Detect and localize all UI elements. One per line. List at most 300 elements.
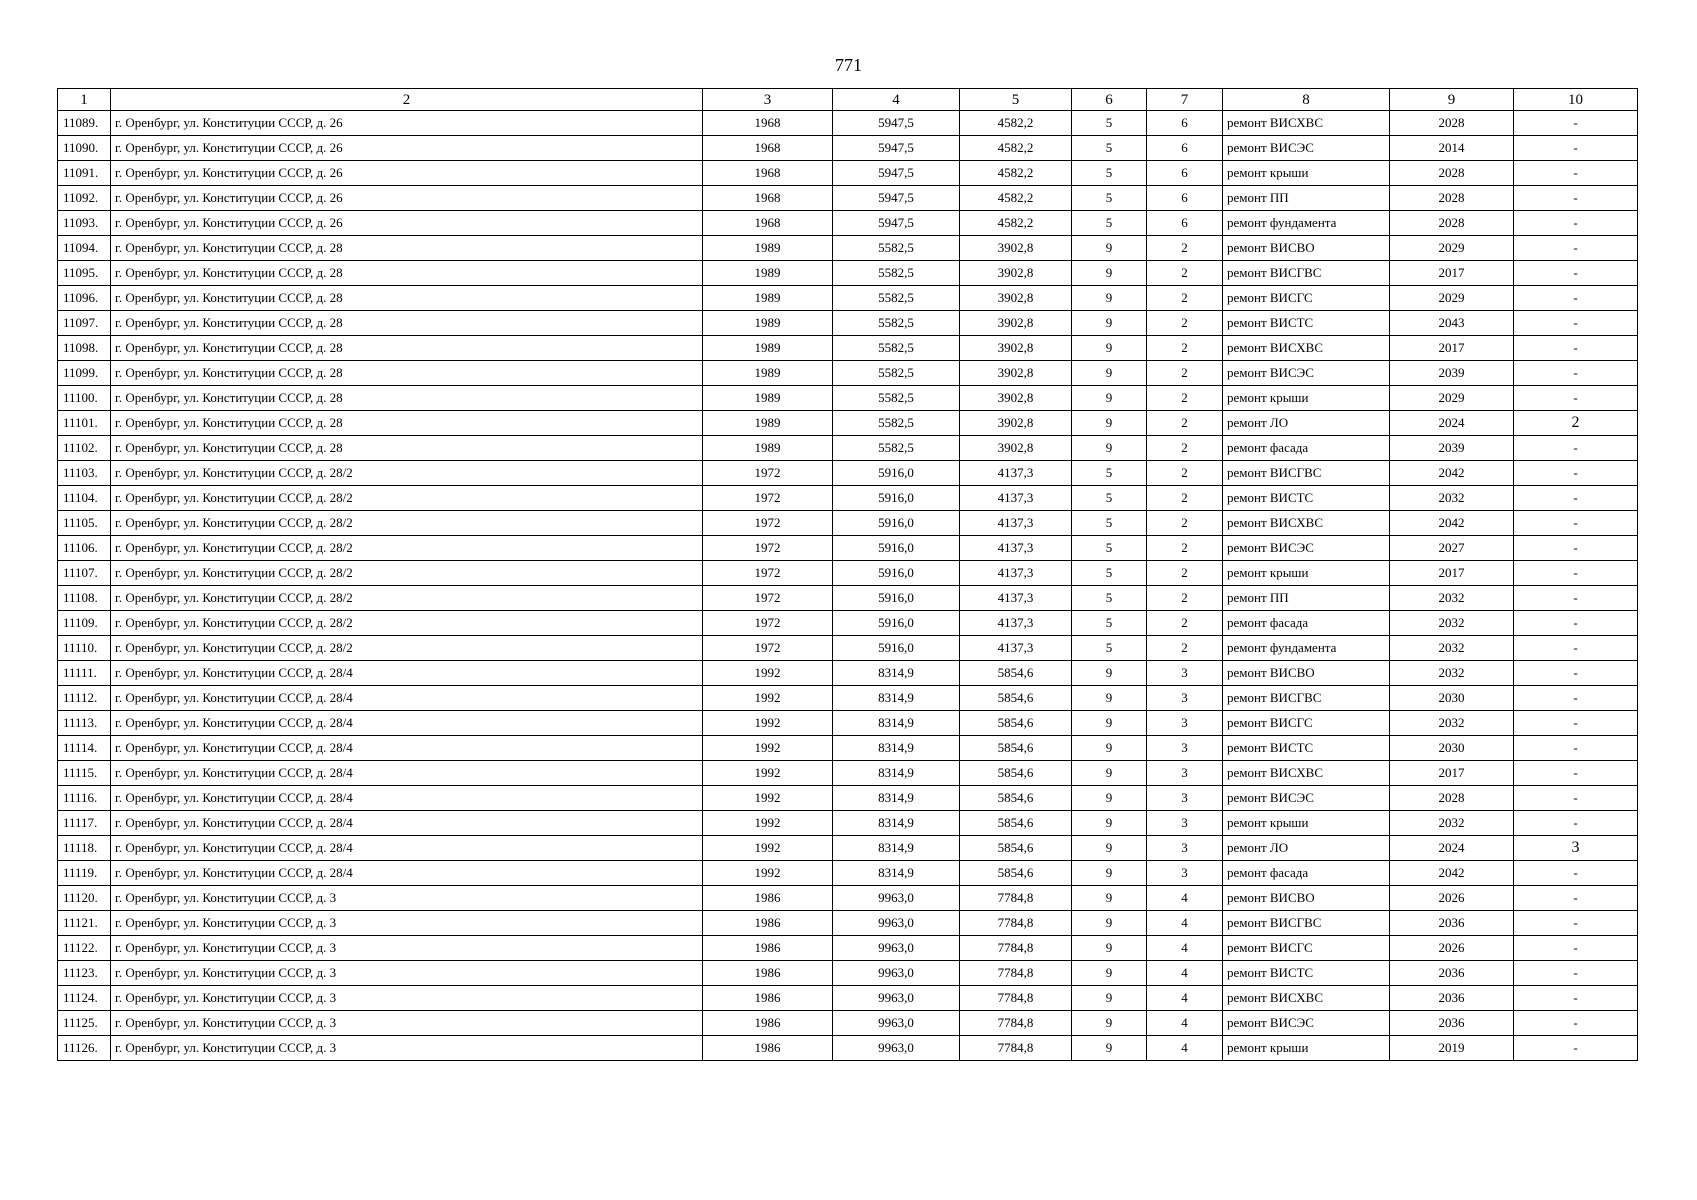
row-number: 11109. — [58, 611, 111, 636]
living-area: 4137,3 — [960, 486, 1072, 511]
column-header-6: 6 — [1072, 89, 1147, 111]
table-row — [58, 786, 1638, 811]
col10-value: - — [1514, 936, 1638, 961]
floors: 5 — [1072, 211, 1147, 236]
column-header-7: 7 — [1147, 89, 1223, 111]
year-built: 1968 — [703, 211, 833, 236]
col10-value: - — [1514, 686, 1638, 711]
total-area: 5947,5 — [833, 186, 960, 211]
total-area: 5947,5 — [833, 136, 960, 161]
year-built: 1972 — [703, 611, 833, 636]
row-number: 11113. — [58, 711, 111, 736]
total-area: 5582,5 — [833, 411, 960, 436]
floors: 9 — [1072, 386, 1147, 411]
year-built: 1989 — [703, 286, 833, 311]
table-row — [58, 936, 1638, 961]
total-area: 8314,9 — [833, 736, 960, 761]
planned-year: 2028 — [1390, 161, 1514, 186]
planned-year: 2032 — [1390, 636, 1514, 661]
work-type: ремонт фундамента — [1223, 211, 1390, 236]
address: г. Оренбург, ул. Конституции СССР, д. 28/2 — [111, 461, 703, 486]
row-number: 11108. — [58, 586, 111, 611]
floors: 5 — [1072, 636, 1147, 661]
floors: 9 — [1072, 811, 1147, 836]
living-area: 5854,6 — [960, 711, 1072, 736]
living-area: 3902,8 — [960, 261, 1072, 286]
table-row — [58, 711, 1638, 736]
address: г. Оренбург, ул. Конституции СССР, д. 3 — [111, 936, 703, 961]
table-row — [58, 236, 1638, 261]
address: г. Оренбург, ул. Конституции СССР, д. 26 — [111, 111, 703, 136]
work-type: ремонт ВИСЭС — [1223, 786, 1390, 811]
total-area: 9963,0 — [833, 1036, 960, 1061]
work-type: ремонт крыши — [1223, 1036, 1390, 1061]
total-area: 9963,0 — [833, 886, 960, 911]
year-built: 1968 — [703, 111, 833, 136]
entrances: 2 — [1147, 386, 1223, 411]
living-area: 3902,8 — [960, 311, 1072, 336]
total-area: 8314,9 — [833, 836, 960, 861]
row-number: 11126. — [58, 1036, 111, 1061]
floors: 5 — [1072, 536, 1147, 561]
total-area: 5582,5 — [833, 386, 960, 411]
row-number: 11111. — [58, 661, 111, 686]
total-area: 5582,5 — [833, 361, 960, 386]
living-area: 4137,3 — [960, 586, 1072, 611]
living-area: 7784,8 — [960, 961, 1072, 986]
col10-value: - — [1514, 886, 1638, 911]
table-row — [58, 836, 1638, 861]
total-area: 5582,5 — [833, 336, 960, 361]
work-type: ремонт крыши — [1223, 386, 1390, 411]
address: г. Оренбург, ул. Конституции СССР, д. 28 — [111, 311, 703, 336]
living-area: 4137,3 — [960, 511, 1072, 536]
floors: 9 — [1072, 686, 1147, 711]
planned-year: 2030 — [1390, 736, 1514, 761]
total-area: 5582,5 — [833, 286, 960, 311]
year-built: 1972 — [703, 536, 833, 561]
address: г. Оренбург, ул. Конституции СССР, д. 28/4 — [111, 661, 703, 686]
entrances: 6 — [1147, 111, 1223, 136]
table-header — [58, 89, 1638, 111]
total-area: 8314,9 — [833, 811, 960, 836]
year-built: 1989 — [703, 236, 833, 261]
planned-year: 2014 — [1390, 136, 1514, 161]
living-area: 4137,3 — [960, 561, 1072, 586]
column-header-4: 4 — [833, 89, 960, 111]
work-type: ремонт ВИСЭС — [1223, 361, 1390, 386]
row-number: 11125. — [58, 1011, 111, 1036]
address: г. Оренбург, ул. Конституции СССР, д. 28/2 — [111, 611, 703, 636]
entrances: 3 — [1147, 836, 1223, 861]
entrances: 2 — [1147, 361, 1223, 386]
entrances: 2 — [1147, 611, 1223, 636]
table-row — [58, 586, 1638, 611]
table-row — [58, 986, 1638, 1011]
entrances: 3 — [1147, 661, 1223, 686]
col10-value: - — [1514, 911, 1638, 936]
col10-value: - — [1514, 136, 1638, 161]
address: г. Оренбург, ул. Конституции СССР, д. 28/4 — [111, 686, 703, 711]
planned-year: 2042 — [1390, 861, 1514, 886]
floors: 9 — [1072, 986, 1147, 1011]
row-number: 11098. — [58, 336, 111, 361]
row-number: 11097. — [58, 311, 111, 336]
planned-year: 2032 — [1390, 711, 1514, 736]
planned-year: 2032 — [1390, 486, 1514, 511]
floors: 9 — [1072, 286, 1147, 311]
table-row — [58, 511, 1638, 536]
year-built: 1972 — [703, 511, 833, 536]
total-area: 9963,0 — [833, 936, 960, 961]
work-type: ремонт крыши — [1223, 161, 1390, 186]
floors: 9 — [1072, 236, 1147, 261]
work-type: ремонт ВИСГС — [1223, 711, 1390, 736]
entrances: 4 — [1147, 936, 1223, 961]
table-row — [58, 736, 1638, 761]
floors: 9 — [1072, 936, 1147, 961]
year-built: 1986 — [703, 1036, 833, 1061]
year-built: 1992 — [703, 836, 833, 861]
row-number: 11112. — [58, 686, 111, 711]
living-area: 4582,2 — [960, 136, 1072, 161]
living-area: 7784,8 — [960, 1036, 1072, 1061]
entrances: 2 — [1147, 461, 1223, 486]
row-number: 11105. — [58, 511, 111, 536]
year-built: 1972 — [703, 586, 833, 611]
work-type: ремонт ВИСТС — [1223, 486, 1390, 511]
living-area: 5854,6 — [960, 811, 1072, 836]
row-number: 11123. — [58, 961, 111, 986]
planned-year: 2028 — [1390, 211, 1514, 236]
planned-year: 2028 — [1390, 111, 1514, 136]
address: г. Оренбург, ул. Конституции СССР, д. 28 — [111, 436, 703, 461]
address: г. Оренбург, ул. Конституции СССР, д. 28/4 — [111, 786, 703, 811]
col10-value: - — [1514, 786, 1638, 811]
col10-value: - — [1514, 761, 1638, 786]
living-area: 3902,8 — [960, 286, 1072, 311]
planned-year: 2027 — [1390, 536, 1514, 561]
total-area: 5916,0 — [833, 536, 960, 561]
year-built: 1989 — [703, 361, 833, 386]
year-built: 1968 — [703, 136, 833, 161]
work-type: ремонт ЛО — [1223, 836, 1390, 861]
entrances: 3 — [1147, 861, 1223, 886]
col10-value: - — [1514, 111, 1638, 136]
address: г. Оренбург, ул. Конституции СССР, д. 28/4 — [111, 711, 703, 736]
year-built: 1989 — [703, 336, 833, 361]
work-type: ремонт ВИСВО — [1223, 661, 1390, 686]
year-built: 1992 — [703, 736, 833, 761]
work-type: ремонт крыши — [1223, 811, 1390, 836]
table-row — [58, 161, 1638, 186]
address: г. Оренбург, ул. Конституции СССР, д. 26 — [111, 136, 703, 161]
table-row — [58, 311, 1638, 336]
header-row — [58, 89, 1638, 111]
col10-value: - — [1514, 1036, 1638, 1061]
entrances: 4 — [1147, 961, 1223, 986]
entrances: 2 — [1147, 311, 1223, 336]
table-row — [58, 636, 1638, 661]
planned-year: 2043 — [1390, 311, 1514, 336]
total-area: 5916,0 — [833, 611, 960, 636]
row-number: 11103. — [58, 461, 111, 486]
repair-schedule-table — [57, 88, 1638, 1061]
col10-value: - — [1514, 436, 1638, 461]
entrances: 3 — [1147, 811, 1223, 836]
planned-year: 2028 — [1390, 786, 1514, 811]
floors: 9 — [1072, 761, 1147, 786]
planned-year: 2032 — [1390, 611, 1514, 636]
floors: 5 — [1072, 136, 1147, 161]
work-type: ремонт ВИСЭС — [1223, 1011, 1390, 1036]
address: г. Оренбург, ул. Конституции СССР, д. 28/4 — [111, 836, 703, 861]
living-area: 4582,2 — [960, 211, 1072, 236]
total-area: 5947,5 — [833, 161, 960, 186]
col10-value: - — [1514, 711, 1638, 736]
entrances: 2 — [1147, 536, 1223, 561]
entrances: 6 — [1147, 186, 1223, 211]
living-area: 3902,8 — [960, 361, 1072, 386]
total-area: 9963,0 — [833, 1011, 960, 1036]
address: г. Оренбург, ул. Конституции СССР, д. 28 — [111, 261, 703, 286]
row-number: 11099. — [58, 361, 111, 386]
entrances: 2 — [1147, 436, 1223, 461]
living-area: 5854,6 — [960, 661, 1072, 686]
col10-value: - — [1514, 186, 1638, 211]
work-type: ремонт ВИСТС — [1223, 736, 1390, 761]
table-row — [58, 886, 1638, 911]
planned-year: 2042 — [1390, 511, 1514, 536]
year-built: 1989 — [703, 436, 833, 461]
address: г. Оренбург, ул. Конституции СССР, д. 3 — [111, 961, 703, 986]
table-row — [58, 561, 1638, 586]
floors: 5 — [1072, 611, 1147, 636]
address: г. Оренбург, ул. Конституции СССР, д. 28/4 — [111, 736, 703, 761]
table-row — [58, 911, 1638, 936]
year-built: 1972 — [703, 461, 833, 486]
living-area: 3902,8 — [960, 336, 1072, 361]
row-number: 11119. — [58, 861, 111, 886]
work-type: ремонт ВИСХВС — [1223, 111, 1390, 136]
entrances: 3 — [1147, 786, 1223, 811]
year-built: 1986 — [703, 986, 833, 1011]
row-number: 11118. — [58, 836, 111, 861]
total-area: 5916,0 — [833, 561, 960, 586]
row-number: 11100. — [58, 386, 111, 411]
living-area: 5854,6 — [960, 786, 1072, 811]
living-area: 4137,3 — [960, 611, 1072, 636]
year-built: 1972 — [703, 561, 833, 586]
planned-year: 2024 — [1390, 411, 1514, 436]
row-number: 11094. — [58, 236, 111, 261]
address: г. Оренбург, ул. Конституции СССР, д. 28 — [111, 236, 703, 261]
floors: 9 — [1072, 861, 1147, 886]
address: г. Оренбург, ул. Конституции СССР, д. 28 — [111, 411, 703, 436]
floors: 9 — [1072, 261, 1147, 286]
living-area: 7784,8 — [960, 1011, 1072, 1036]
work-type: ремонт ВИСВО — [1223, 886, 1390, 911]
total-area: 5916,0 — [833, 636, 960, 661]
total-area: 9963,0 — [833, 911, 960, 936]
table-row — [58, 211, 1638, 236]
table-row — [58, 461, 1638, 486]
column-header-5: 5 — [960, 89, 1072, 111]
col10-value: - — [1514, 811, 1638, 836]
year-built: 1986 — [703, 961, 833, 986]
table-row — [58, 436, 1638, 461]
row-number: 11107. — [58, 561, 111, 586]
floors: 5 — [1072, 111, 1147, 136]
total-area: 8314,9 — [833, 761, 960, 786]
work-type: ремонт фасада — [1223, 436, 1390, 461]
column-header-2: 2 — [111, 89, 703, 111]
entrances: 3 — [1147, 686, 1223, 711]
floors: 9 — [1072, 736, 1147, 761]
planned-year: 2026 — [1390, 886, 1514, 911]
address: г. Оренбург, ул. Конституции СССР, д. 28/4 — [111, 811, 703, 836]
year-built: 1972 — [703, 486, 833, 511]
floors: 9 — [1072, 836, 1147, 861]
address: г. Оренбург, ул. Конституции СССР, д. 28 — [111, 386, 703, 411]
living-area: 7784,8 — [960, 936, 1072, 961]
address: г. Оренбург, ул. Конституции СССР, д. 28/2 — [111, 636, 703, 661]
entrances: 4 — [1147, 986, 1223, 1011]
year-built: 1986 — [703, 886, 833, 911]
total-area: 9963,0 — [833, 961, 960, 986]
table-row — [58, 961, 1638, 986]
year-built: 1992 — [703, 811, 833, 836]
row-number: 11092. — [58, 186, 111, 211]
floors: 5 — [1072, 461, 1147, 486]
work-type: ремонт ВИСХВС — [1223, 511, 1390, 536]
planned-year: 2036 — [1390, 961, 1514, 986]
total-area: 8314,9 — [833, 661, 960, 686]
planned-year: 2019 — [1390, 1036, 1514, 1061]
address: г. Оренбург, ул. Конституции СССР, д. 28 — [111, 286, 703, 311]
row-number: 11106. — [58, 536, 111, 561]
col10-value: 3 — [1514, 836, 1638, 861]
address: г. Оренбург, ул. Конституции СССР, д. 28/4 — [111, 761, 703, 786]
work-type: ремонт ВИСГС — [1223, 286, 1390, 311]
table-row — [58, 486, 1638, 511]
col10-value: - — [1514, 386, 1638, 411]
total-area: 5947,5 — [833, 111, 960, 136]
table-row — [58, 186, 1638, 211]
planned-year: 2026 — [1390, 936, 1514, 961]
work-type: ремонт фасада — [1223, 611, 1390, 636]
floors: 9 — [1072, 661, 1147, 686]
col10-value: - — [1514, 636, 1638, 661]
work-type: ремонт ВИСГС — [1223, 936, 1390, 961]
floors: 9 — [1072, 711, 1147, 736]
entrances: 3 — [1147, 711, 1223, 736]
floors: 9 — [1072, 311, 1147, 336]
entrances: 4 — [1147, 1036, 1223, 1061]
entrances: 2 — [1147, 586, 1223, 611]
total-area: 8314,9 — [833, 686, 960, 711]
work-type: ремонт ВИСТС — [1223, 311, 1390, 336]
col10-value: - — [1514, 661, 1638, 686]
entrances: 3 — [1147, 736, 1223, 761]
work-type: ремонт ВИСГВС — [1223, 461, 1390, 486]
floors: 9 — [1072, 361, 1147, 386]
address: г. Оренбург, ул. Конституции СССР, д. 28 — [111, 361, 703, 386]
total-area: 9963,0 — [833, 986, 960, 1011]
living-area: 4137,3 — [960, 461, 1072, 486]
col10-value: - — [1514, 486, 1638, 511]
work-type: ремонт ВИСЭС — [1223, 536, 1390, 561]
col10-value: - — [1514, 286, 1638, 311]
floors: 5 — [1072, 486, 1147, 511]
floors: 5 — [1072, 161, 1147, 186]
entrances: 6 — [1147, 211, 1223, 236]
col10-value: - — [1514, 261, 1638, 286]
total-area: 8314,9 — [833, 861, 960, 886]
year-built: 1968 — [703, 186, 833, 211]
floors: 9 — [1072, 786, 1147, 811]
total-area: 8314,9 — [833, 786, 960, 811]
work-type: ремонт ВИСЭС — [1223, 136, 1390, 161]
work-type: ремонт ВИСВО — [1223, 236, 1390, 261]
col10-value: - — [1514, 586, 1638, 611]
year-built: 1986 — [703, 911, 833, 936]
planned-year: 2024 — [1390, 836, 1514, 861]
entrances: 2 — [1147, 561, 1223, 586]
table-row — [58, 686, 1638, 711]
floors: 9 — [1072, 336, 1147, 361]
living-area: 3902,8 — [960, 411, 1072, 436]
living-area: 7784,8 — [960, 911, 1072, 936]
planned-year: 2017 — [1390, 336, 1514, 361]
column-header-9: 9 — [1390, 89, 1514, 111]
address: г. Оренбург, ул. Конституции СССР, д. 3 — [111, 1036, 703, 1061]
row-number: 11122. — [58, 936, 111, 961]
table-row — [58, 411, 1638, 436]
planned-year: 2039 — [1390, 361, 1514, 386]
entrances: 3 — [1147, 761, 1223, 786]
table-row — [58, 661, 1638, 686]
planned-year: 2029 — [1390, 386, 1514, 411]
table-row — [58, 861, 1638, 886]
planned-year: 2042 — [1390, 461, 1514, 486]
entrances: 2 — [1147, 286, 1223, 311]
row-number: 11117. — [58, 811, 111, 836]
table-row — [58, 136, 1638, 161]
column-header-1: 1 — [58, 89, 111, 111]
year-built: 1992 — [703, 661, 833, 686]
col10-value: - — [1514, 611, 1638, 636]
column-header-10: 10 — [1514, 89, 1638, 111]
table-row — [58, 111, 1638, 136]
address: г. Оренбург, ул. Конституции СССР, д. 3 — [111, 1011, 703, 1036]
year-built: 1992 — [703, 786, 833, 811]
work-type: ремонт ВИСХВС — [1223, 986, 1390, 1011]
total-area: 5947,5 — [833, 211, 960, 236]
table-row — [58, 261, 1638, 286]
floors: 5 — [1072, 511, 1147, 536]
living-area: 4137,3 — [960, 536, 1072, 561]
row-number: 11102. — [58, 436, 111, 461]
entrances: 2 — [1147, 636, 1223, 661]
address: г. Оренбург, ул. Конституции СССР, д. 28/2 — [111, 586, 703, 611]
year-built: 1989 — [703, 411, 833, 436]
col10-value: - — [1514, 161, 1638, 186]
total-area: 5916,0 — [833, 586, 960, 611]
entrances: 6 — [1147, 161, 1223, 186]
work-type: ремонт ВИСГВС — [1223, 911, 1390, 936]
work-type: ремонт крыши — [1223, 561, 1390, 586]
